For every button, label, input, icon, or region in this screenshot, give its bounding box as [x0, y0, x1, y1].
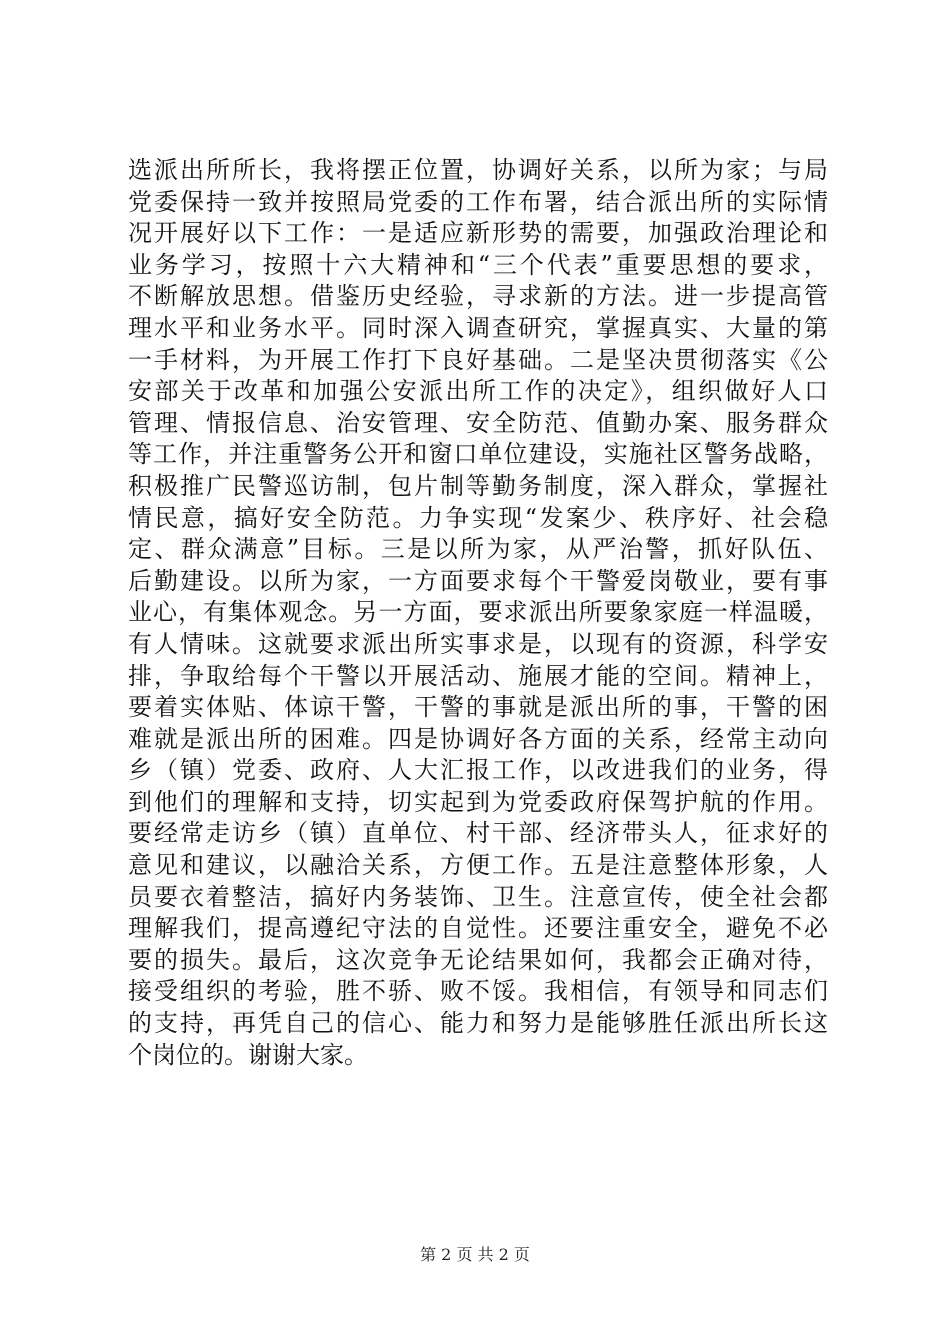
text-line: 理解我们，提高遵纪守法的自觉性。还要注重安全，避免不必 — [128, 914, 828, 943]
text-line: 排，争取给每个干警以开展活动、施展才能的空间。精神上， — [128, 661, 828, 690]
text-line: 个岗位的。谢谢大家。 — [128, 1040, 368, 1069]
text-line: 定、群众满意”目标。三是以所为家，从严治警，抓好队伍、 — [128, 535, 828, 564]
text-line: 安部关于改革和加强公安派出所工作的决定》，组织做好人口 — [128, 377, 828, 406]
text-line: 业心，有集体观念。另一方面，要求派出所要象家庭一样温暖， — [128, 598, 828, 627]
text-line: 要着实体贴、体谅干警，干警的事就是派出所的事，干警的困 — [128, 693, 828, 722]
text-line: 选派出所所长，我将摆正位置，协调好关系，以所为家；与局 — [128, 156, 828, 184]
text-line: 意见和建议，以融洽关系，方便工作。五是注意整体形象，人 — [128, 851, 828, 880]
body-paragraph — [128, 155, 828, 1071]
text-line: 员要衣着整洁，搞好内务装饰、卫生。注意宣传，使全社会都 — [128, 882, 828, 911]
text-line: 的支持，再凭自己的信心、能力和努力是能够胜任派出所长这 — [128, 1009, 828, 1038]
text-line: 乡（镇）党委、政府、人大汇报工作，以改进我们的业务，得 — [128, 756, 828, 785]
page-number-footer: 第 2 页 共 2 页 — [420, 1245, 530, 1264]
text-line: 接受组织的考验，胜不骄、败不馁。我相信，有领导和同志们 — [128, 977, 828, 1006]
text-line: 积极推广民警巡访制，包片制等勤务制度，深入群众，掌握社 — [128, 471, 828, 500]
text-line: 难就是派出所的困难。四是协调好各方面的关系，经常主动向 — [128, 724, 828, 753]
text-line: 情民意，搞好安全防范。力争实现“发案少、秩序好、社会稳 — [128, 503, 828, 532]
text-line: 不断解放思想。借鉴历史经验，寻求新的方法。进一步提高管 — [128, 282, 828, 311]
text-line: 要的损失。最后，这次竞争无论结果如何，我都会正确对待， — [128, 945, 828, 974]
text-line: 业务学习，按照十六大精神和“三个代表”重要思想的要求， — [128, 250, 828, 279]
text-line: 后勤建设。以所为家，一方面要求每个干警爱岗敬业，要有事 — [128, 566, 828, 595]
text-line: 要经常走访乡（镇）直单位、村干部、经济带头人，征求好的 — [128, 819, 828, 848]
text-line: 有人情味。这就要求派出所实事求是，以现有的资源，科学安 — [128, 629, 828, 658]
text-line: 理水平和业务水平。同时深入调查研究，掌握真实、大量的第 — [128, 313, 828, 342]
text-line: 等工作，并注重警务公开和窗口单位建设，实施社区警务战略， — [128, 440, 828, 469]
text-line: 管理、情报信息、治安管理、安全防范、值勤办案、服务群众 — [128, 408, 828, 437]
text-line: 党委保持一致并按照局党委的工作布署，结合派出所的实际情 — [128, 187, 828, 216]
text-line: 况开展好以下工作：一是适应新形势的需要，加强政治理论和 — [128, 219, 828, 248]
text-line: 到他们的理解和支持，切实起到为党委政府保驾护航的作用。 — [128, 787, 828, 816]
text-line: 一手材料，为开展工作打下良好基础。二是坚决贯彻落实《公 — [128, 345, 828, 374]
